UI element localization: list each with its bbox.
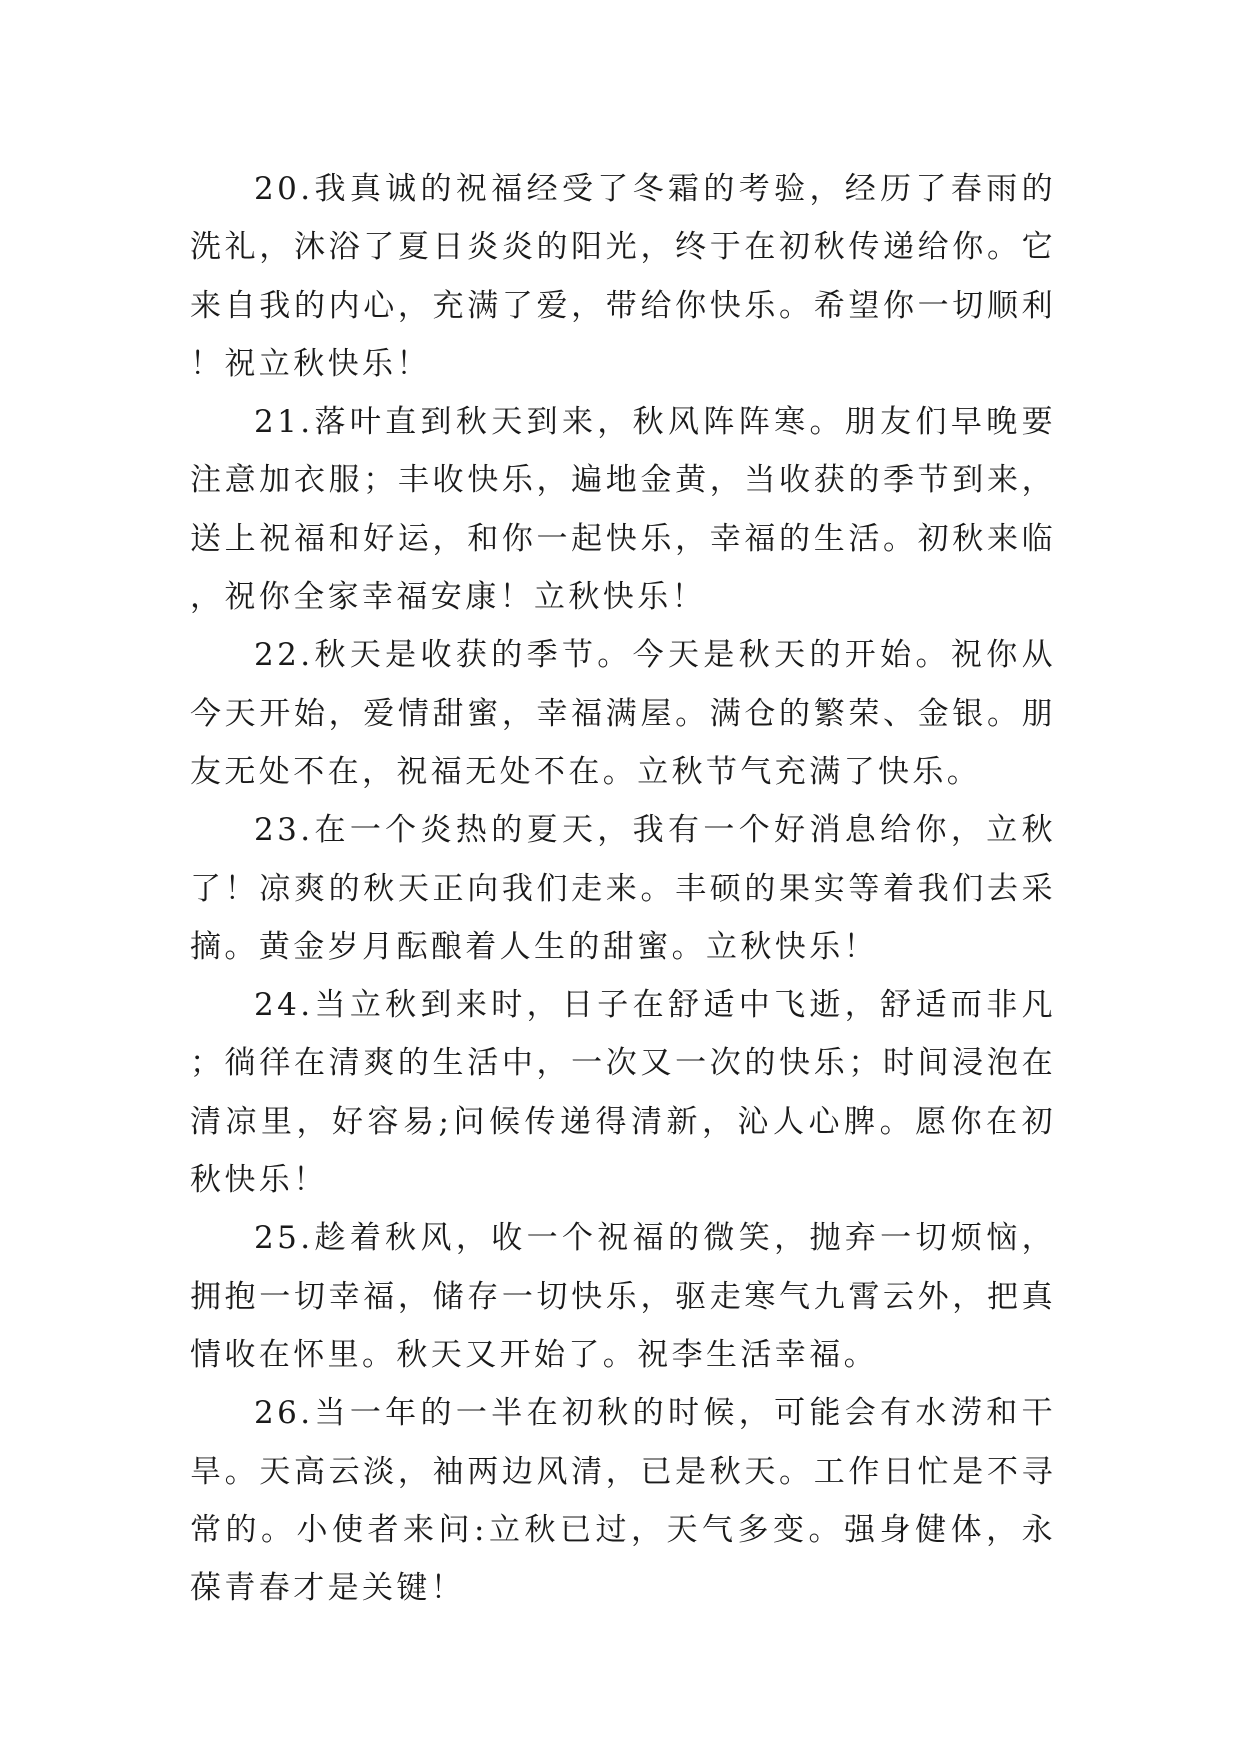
document-body <box>190 160 1056 1617</box>
paragraph-21: 21.落叶直到秋天到来，秋风阵阵寒。朋友们早晚要注意加衣服；丰收快乐，遍地金黄，当收获的季节到来，送上祝福和好运，和你一起快乐，幸福的生活。初秋来临，祝你全家幸福安康！立秋快乐！ <box>190 404 1056 616</box>
paragraph-26: 26.当一年的一半在初秋的时候，可能会有水涝和干旱。天高云淡，袖两边风清，已是秋天。工作日忙是不寻常的。小使者来问:立秋已过，天气多变。强身健体，永葆青春才是关键！ <box>190 1395 1056 1607</box>
paragraph-22: 22.秋天是收获的季节。今天是秋天的开始。祝你从今天开始，爱情甜蜜，幸福满屋。满仓的繁荣、金银。朋友无处不在，祝福无处不在。立秋节气充满了快乐。 <box>190 637 1056 790</box>
paragraph-20: 20.我真诚的祝福经受了冬霜的考验，经历了春雨的洗礼，沐浴了夏日炎炎的阳光，终于在初秋传递给你。它来自我的内心，充满了爱，带给你快乐。希望你一切顺利！祝立秋快乐！ <box>190 171 1056 382</box>
paragraph-23: 23.在一个炎热的夏天，我有一个好消息给你，立秋了！凉爽的秋天正向我们走来。丰硕的果实等着我们去采摘。黄金岁月酝酿着人生的甜蜜。立秋快乐！ <box>190 812 1056 965</box>
paragraph-24: 24.当立秋到来时，日子在舒适中飞逝，舒适而非凡；徜徉在清爽的生活中，一次又一次的快乐；时间浸泡在清凉里，好容易;问候传递得清新，沁人心脾。愿你在初秋快乐！ <box>190 987 1056 1199</box>
paragraph-25: 25.趁着秋风，收一个祝福的微笑，抛弃一切烦恼，拥抱一切幸福，储存一切快乐，驱走寒气九霄云外，把真情收在怀里。秋天又开始了。祝李生活幸福。 <box>190 1220 1056 1373</box>
